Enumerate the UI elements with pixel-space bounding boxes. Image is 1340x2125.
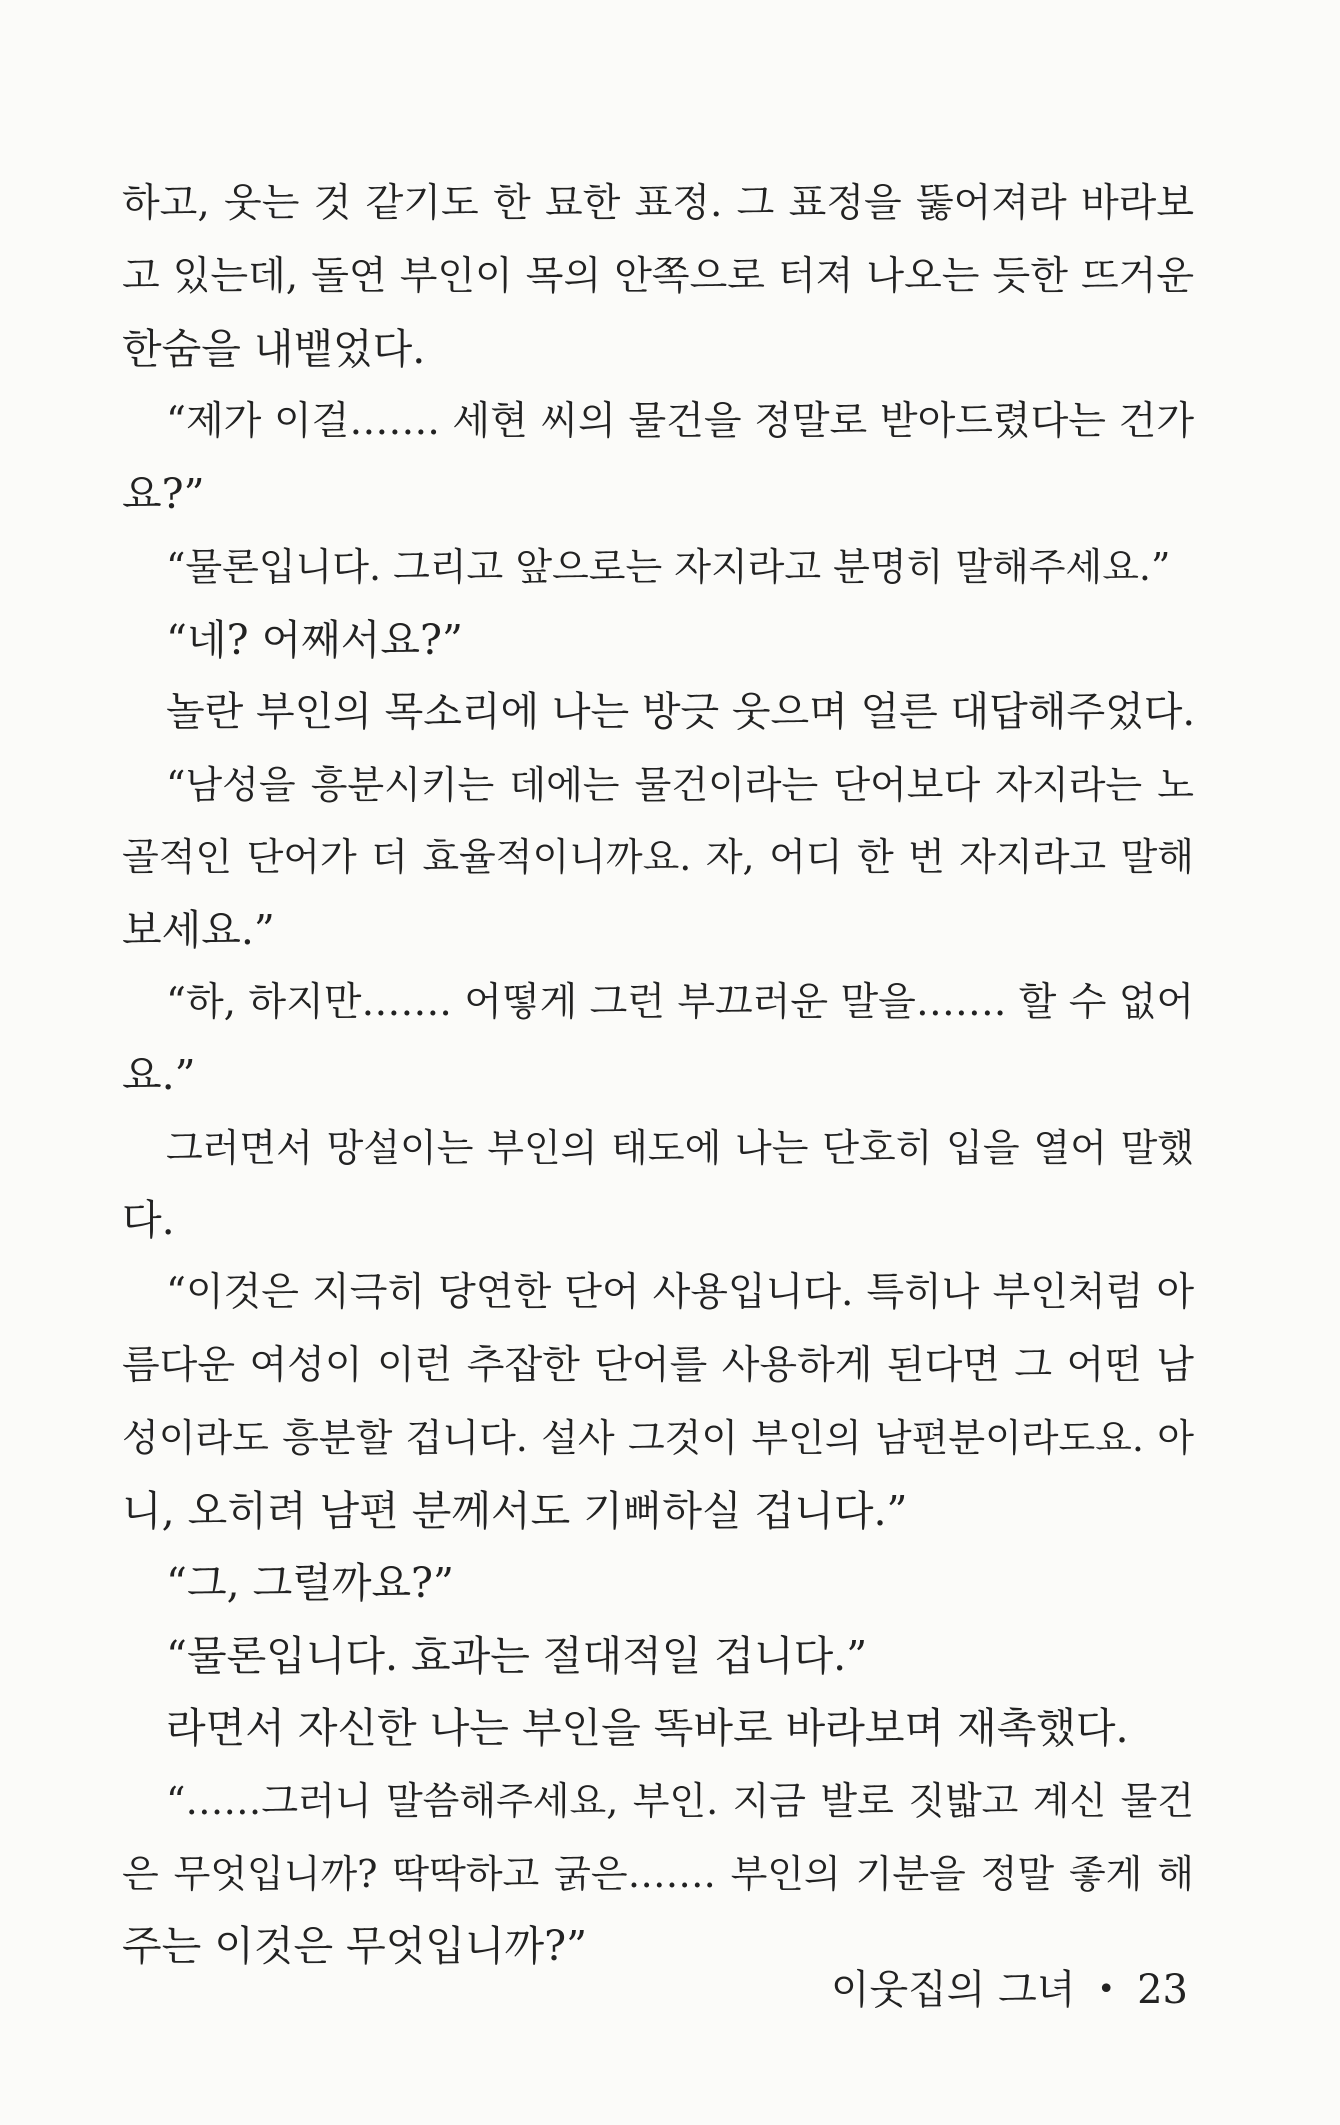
text-line: 그러면서 망설이는 부인의 태도에 나는 단호히 입을 열어 말했 (166, 1125, 1194, 1170)
page-footer (831, 1960, 1188, 2020)
text-line: “물론입니다. 그리고 앞으로는 자지라고 분명히 말해주세요.” (166, 544, 1171, 589)
text-line: 요?” (122, 470, 205, 519)
text-line: “이것은 지극히 당연한 단어 사용입니다. 특히나 부인처럼 아 (166, 1269, 1194, 1315)
text-line: 하고, 웃는 것 같기도 한 묘한 표정. 그 표정을 뚫어져라 바라보 (122, 181, 1194, 226)
text-line: 라면서 자신한 나는 부인을 똑바로 바라보며 재촉했다. (166, 1704, 1129, 1753)
text-line: 놀란 부인의 목소리에 나는 방긋 웃으며 얼른 대답해주었다. (166, 689, 1196, 736)
text-line: 니, 오히려 남편 분께서도 기뻐하실 겁니다.” (122, 1486, 908, 1535)
text-line: “물론입니다. 효과는 절대적일 겁니다.” (166, 1631, 868, 1680)
text-line: 름다운 여성이 이런 추잡한 단어를 사용하게 된다면 그 어떤 남 (122, 1342, 1194, 1388)
text-line: 보세요.” (122, 905, 275, 954)
text-line: “네? 어째서요?” (166, 615, 463, 664)
text-line: 주는 이것은 무엇입니까?” (122, 1922, 588, 1971)
text-line: “……그러니 말씀해주세요, 부인. 지금 발로 짓밟고 계신 물건 (166, 1779, 1194, 1824)
text-line: 다. (122, 1196, 175, 1245)
running-title: 이웃집의 그녀 (830, 1967, 1076, 2013)
text-line: “하, 하지만……. 어떻게 그런 부끄러운 말을……. 할 수 없어 (166, 979, 1195, 1025)
text-line: 은 무엇입니까? 딱딱하고 굵은……. 부인의 기분을 정말 좋게 해 (122, 1851, 1194, 1896)
text-line: “남성을 흥분시키는 데에는 물건이라는 단어보다 자지라는 노 (166, 762, 1194, 807)
text-line: 고 있는데, 돌연 부인이 목의 안쪽으로 터져 나오는 듯한 뜨거운 (122, 253, 1194, 299)
text-line: 성이라도 흥분할 겁니다. 설사 그것이 부인의 남편분이라도요. 아 (122, 1416, 1194, 1461)
text-line: 요.” (122, 1051, 196, 1100)
text-line: 한숨을 내뱉었다. (122, 325, 426, 374)
page-number: 23 (1137, 1967, 1188, 2013)
text-line: 골적인 단어가 더 효율적이니까요. 자, 어디 한 번 자지라고 말해 (122, 835, 1194, 880)
text-line: “제가 이걸……. 세현 씨의 물건을 정말로 받아드렸다는 건가 (166, 398, 1194, 444)
body-text (122, 168, 1194, 1983)
text-line: “그, 그럴까요?” (166, 1559, 454, 1608)
separator-dot: • (1097, 1972, 1116, 2007)
